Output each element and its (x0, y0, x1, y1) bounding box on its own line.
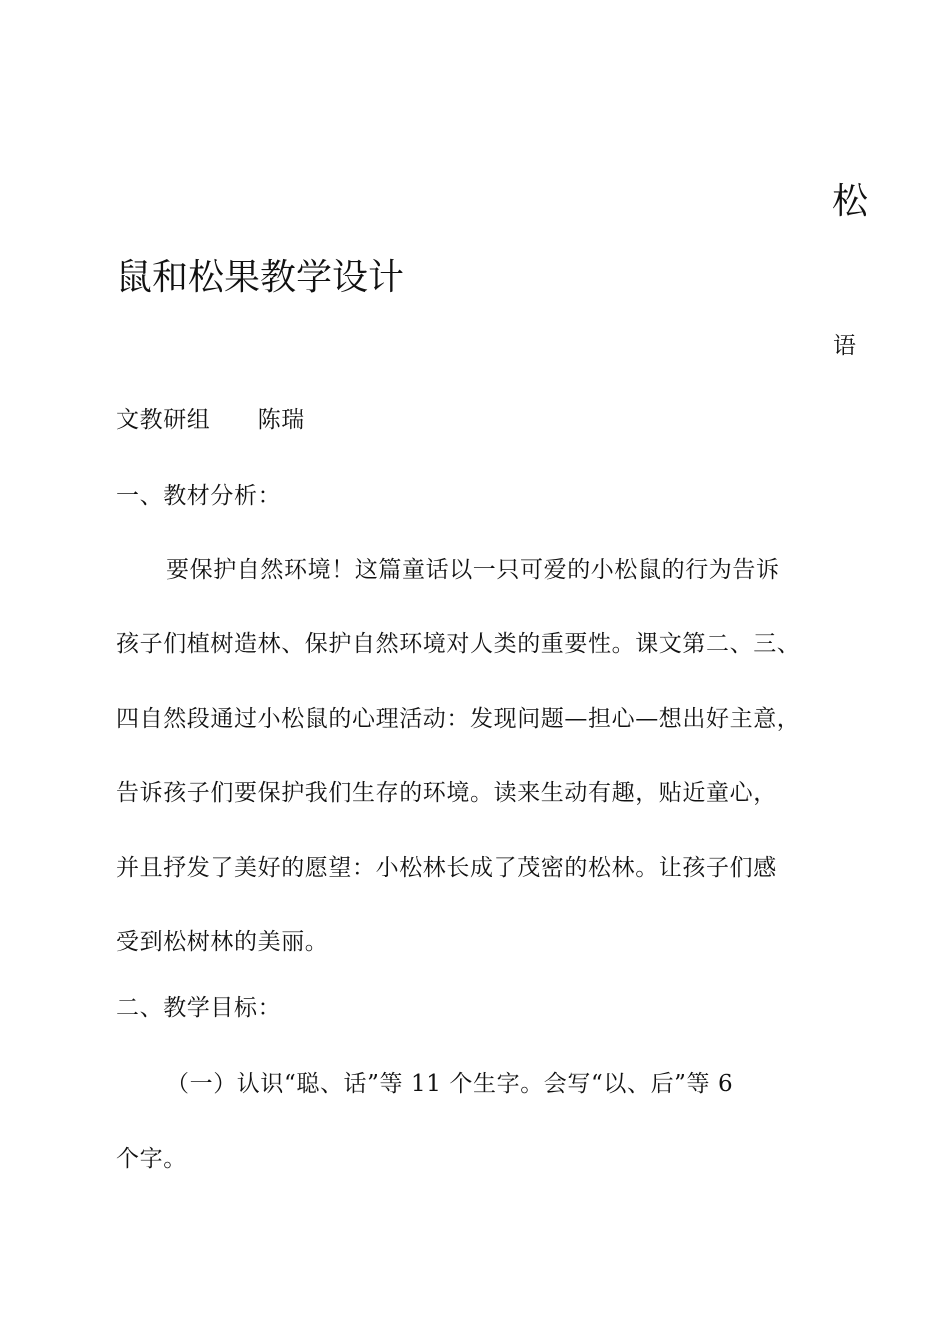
section-heading-teaching-goals: 二、教学目标： (116, 995, 282, 1021)
goal-line: （一）认识“聪、话”等 11 个生字。会写“以、后”等 6 (166, 1071, 734, 1097)
paragraph-line: 并且抒发了美好的愿望：小松林长成了茂密的松林。让孩子们感 (116, 855, 777, 881)
paragraph-line: 四自然段通过小松鼠的心理活动：发现问题—担心—想出好主意， (116, 706, 801, 732)
title-continuation: 鼠和松果教学设计 (116, 257, 405, 298)
title-first-char: 松 (832, 181, 869, 222)
paragraph-line: 告诉孩子们要保护我们生存的环境。读来生动有趣，贴近童心， (116, 780, 777, 806)
paragraph-line: 受到松树林的美丽。 (116, 929, 329, 955)
author-line: 文教研组 陈瑞 (116, 407, 305, 433)
section-heading-material-analysis: 一、教材分析： (116, 483, 282, 509)
goal-line: 个字。 (116, 1146, 187, 1172)
author-first-char: 语 (833, 333, 857, 359)
paragraph-line: 要保护自然环境！这篇童话以一只可爱的小松鼠的行为告诉 (166, 557, 780, 583)
paragraph-line: 孩子们植树造林、保护自然环境对人类的重要性。课文第二、三、 (116, 631, 801, 657)
